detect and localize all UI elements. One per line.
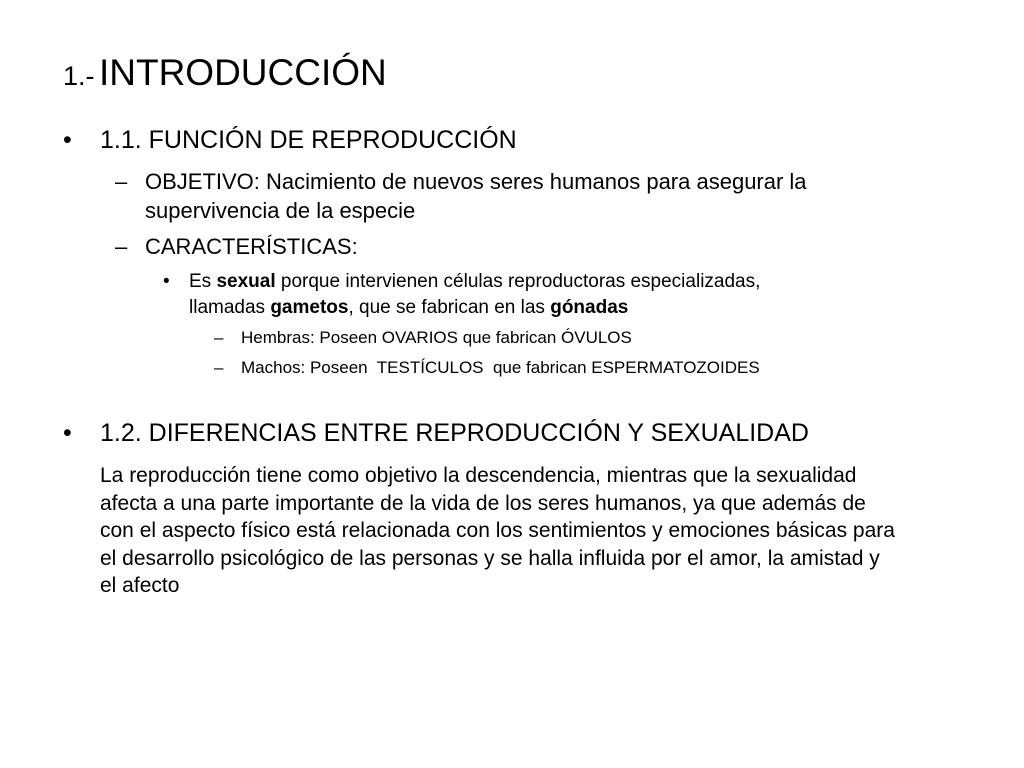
dash-icon: – xyxy=(214,328,224,347)
section-2-paragraph xyxy=(100,462,980,600)
paragraph-line: con el aspecto físico está relacionada con los sentimientos y emociones básicas para xyxy=(100,519,895,542)
dash-icon: – xyxy=(214,358,224,377)
paragraph-line: el afecto xyxy=(100,574,180,597)
bullet-icon: • xyxy=(163,271,170,292)
gonadas-keyword: gónadas xyxy=(550,297,629,318)
sexual-keyword: sexual xyxy=(216,271,276,292)
title-number: 1.- xyxy=(63,61,95,91)
text-segment: porque intervienen células reproductoras especializadas, xyxy=(275,271,761,292)
sexual-point-text xyxy=(189,269,909,321)
section-1-heading: 1.1. FUNCIÓN DE REPRODUCCIÓN xyxy=(100,126,517,154)
slide-title xyxy=(63,50,387,104)
bullet-icon: • xyxy=(63,419,72,447)
objetivo-text xyxy=(145,167,935,225)
hembras-text: Hembras: Poseen OVARIOS que fabrican ÓVULOS xyxy=(241,328,632,347)
machos-text: Machos: Poseen TESTÍCULOS que fabrican ESPERMATOZOIDES xyxy=(241,358,760,377)
title-text: INTRODUCCIÓN xyxy=(98,52,387,93)
dash-icon: – xyxy=(115,234,128,259)
text-segment: llamadas xyxy=(189,297,271,318)
sexual-point-line-1 xyxy=(189,269,909,295)
section-2-heading: 1.2. DIFERENCIAS ENTRE REPRODUCCIÓN Y SEXUALIDAD xyxy=(100,419,809,447)
paragraph-line: La reproducción tiene como objetivo la descendencia, mientras que la sexualidad xyxy=(100,464,857,487)
sexual-point-line-2 xyxy=(189,295,909,321)
text-segment: Es xyxy=(189,271,217,292)
paragraph-line: el desarrollo psicológico de las personas y se halla influida por el amor, la amistad y xyxy=(100,546,880,570)
paragraph-line: afecta a una parte importante de la vida de los seres humanos, ya que además de xyxy=(100,491,866,515)
objetivo-line-2: supervivencia de la especie xyxy=(145,198,416,223)
text-segment: , que se fabrican en las xyxy=(348,297,551,318)
bullet-icon: • xyxy=(63,126,72,154)
objetivo-line-1: OBJETIVO: Nacimiento de nuevos seres humanos para asegurar la xyxy=(145,169,807,194)
gametos-keyword: gametos xyxy=(270,297,349,318)
caracteristicas-label: CARACTERÍSTICAS: xyxy=(145,234,358,259)
dash-icon: – xyxy=(115,169,128,194)
